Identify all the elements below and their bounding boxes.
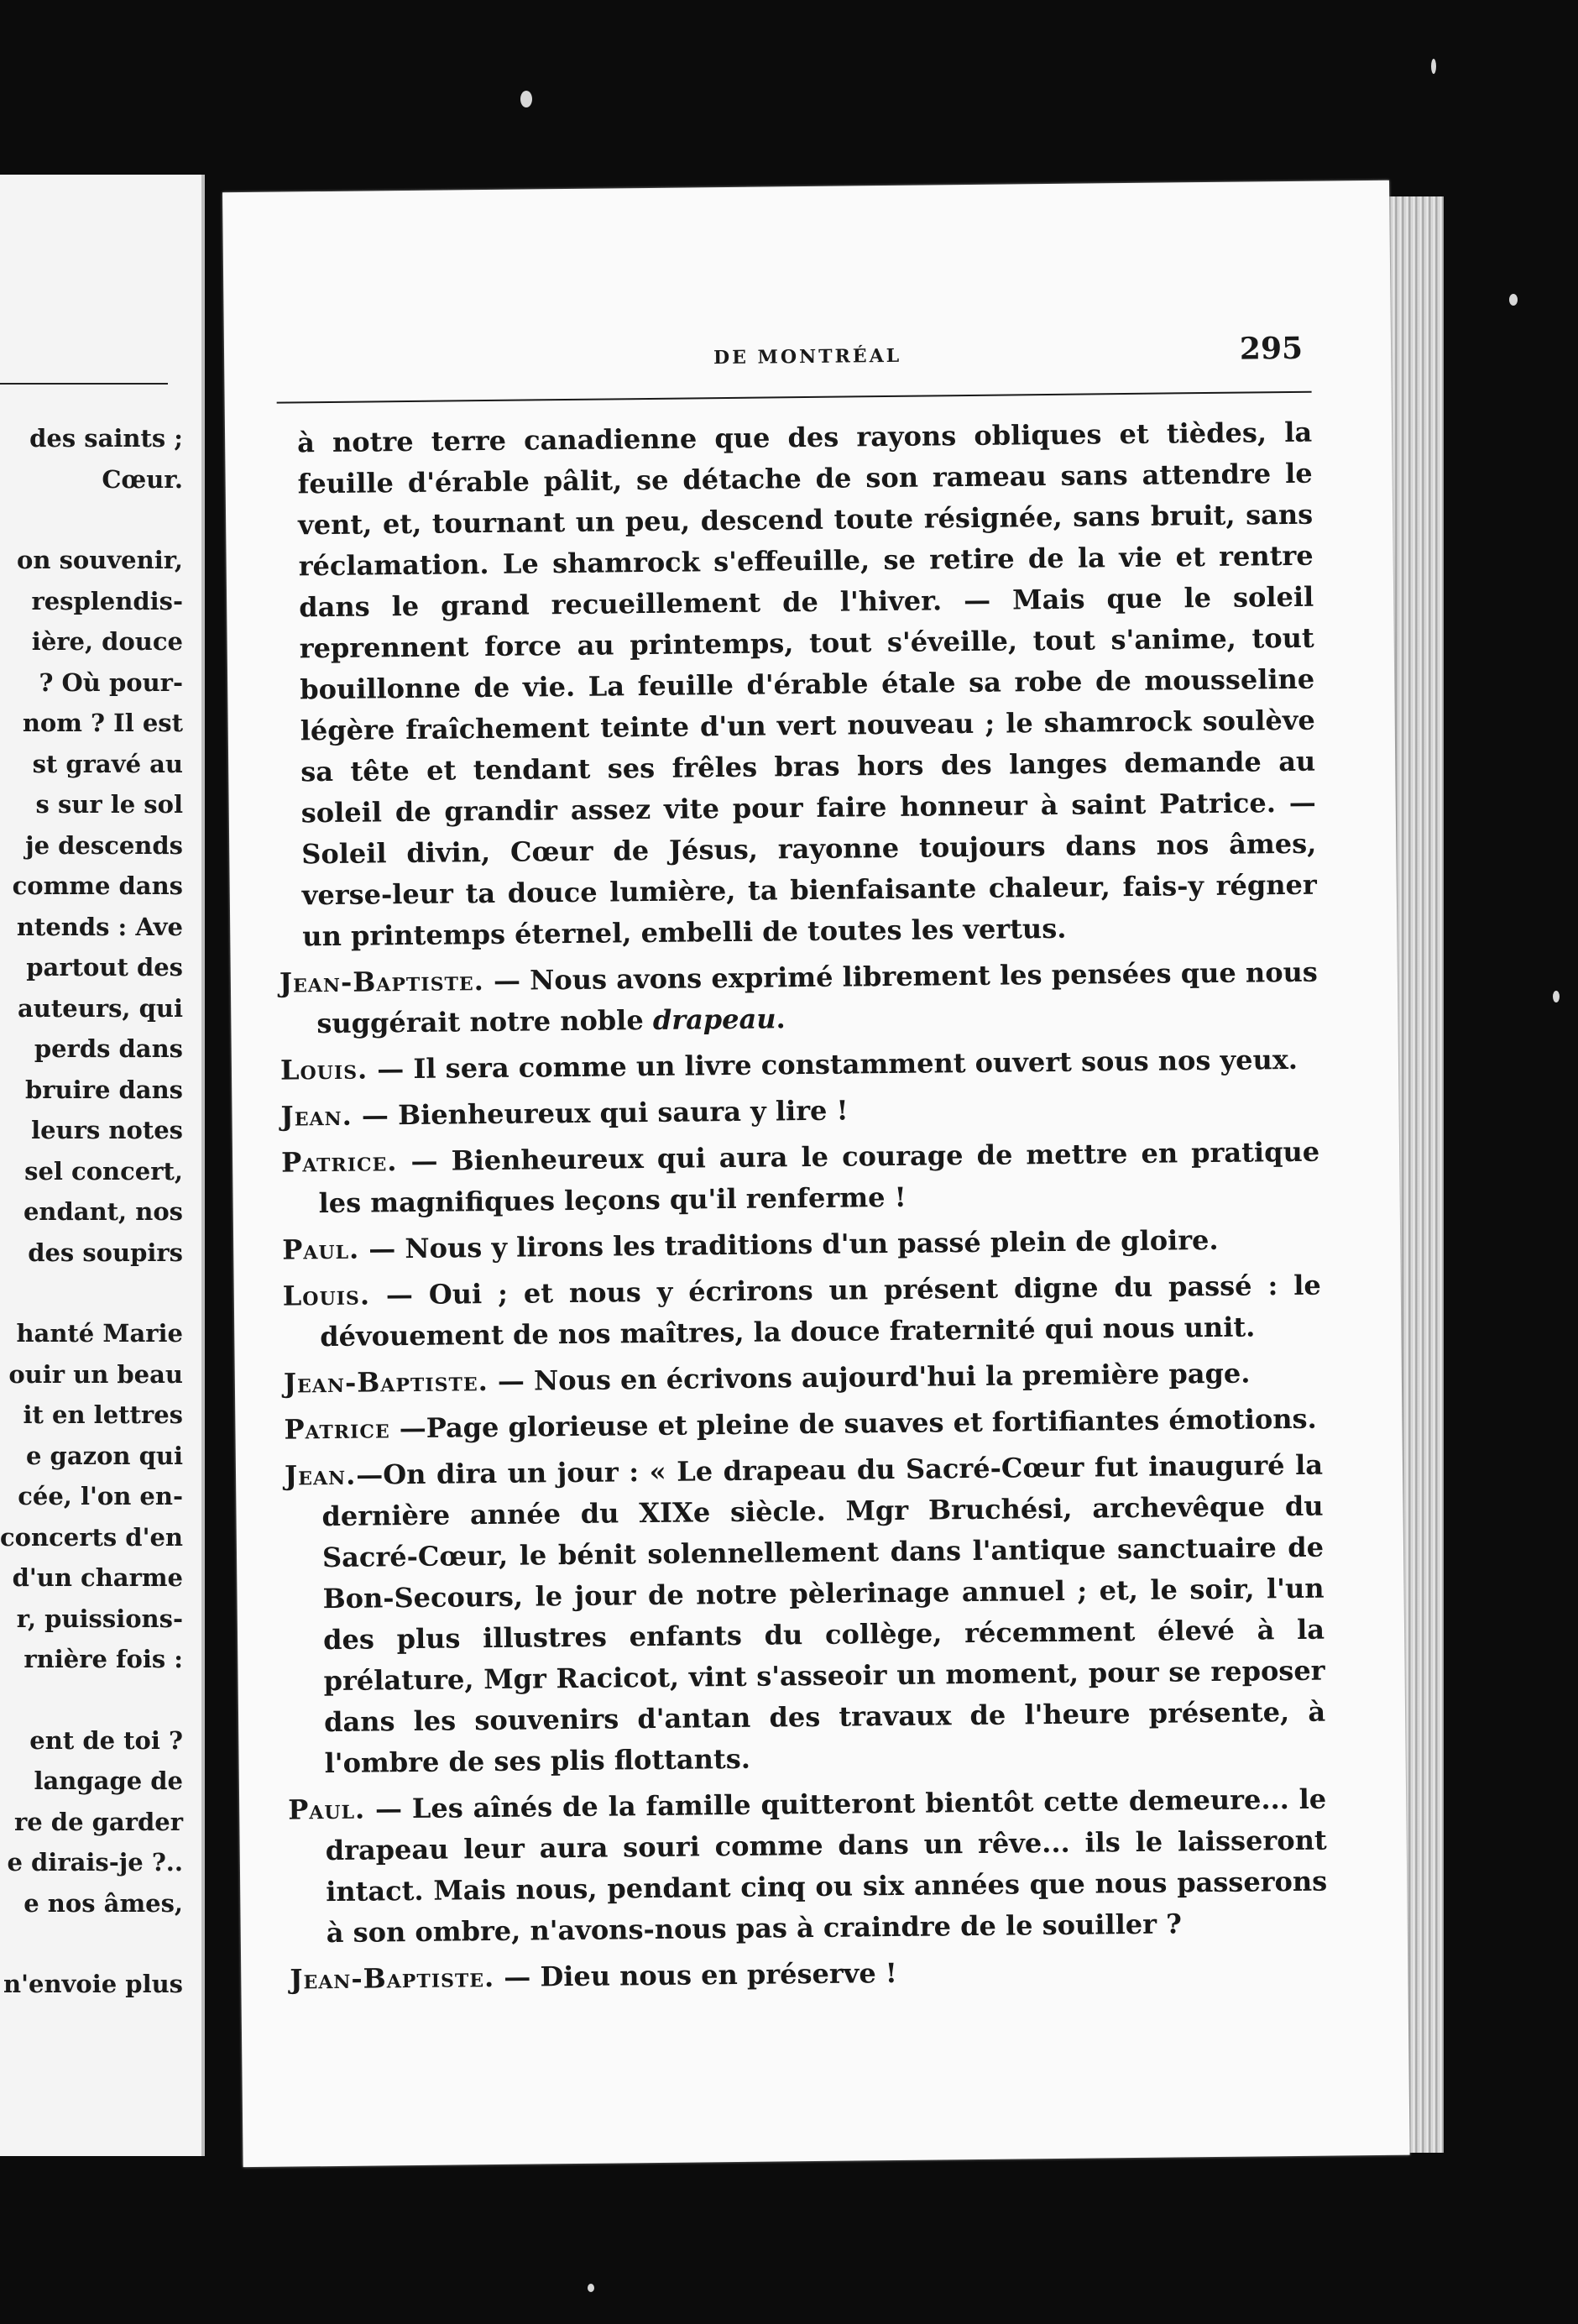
left-line-fragment: des saints ; [29, 424, 183, 453]
dialogue-paragraph [290, 1949, 1328, 2001]
dialogue-paragraph [281, 1132, 1320, 1225]
left-line-fragment: ? Où pour- [39, 667, 183, 697]
paragraph-text: — Nous en écrivons aujourd'hui la première page. [488, 1357, 1251, 1398]
left-line-fragment [0, 500, 183, 540]
page-number: 295 [1239, 330, 1304, 367]
left-line-fragment: je descends [25, 830, 183, 860]
dust-speck [1431, 59, 1436, 74]
left-header-rule [0, 383, 168, 385]
dialogue-paragraph [284, 1399, 1322, 1451]
paragraph-text: — Il sera comme un livre constamment ouvert sous nos yeux. [367, 1043, 1298, 1086]
dialogue-paragraph [280, 1086, 1319, 1138]
dialogue-paragraph [282, 1219, 1320, 1271]
left-line-fragment: hanté Marie [16, 1319, 183, 1348]
left-line-fragment [0, 1924, 183, 1964]
speaker-name: Jean-Baptiste. [283, 1365, 489, 1400]
italic-word: drapeau [652, 1002, 776, 1036]
left-line-fragment: Cœur. [102, 464, 183, 494]
left-line-fragment: ntends : Ave [16, 912, 183, 941]
left-line-fragment [0, 1680, 183, 1720]
left-line-fragment: st gravé au [32, 749, 183, 778]
left-line-fragment: perds dans [34, 1034, 183, 1063]
paragraph-text: — Bienheureux qui aura le courage de mettre en pratique les magnifiques leçons qu'il renferme ! [318, 1135, 1320, 1220]
paragraph-text: — Les aînés de la famille quitteront bientôt cette demeure... le drapeau leur aura souri comme dans un rêve... ils le laisseront intact. Mais nous, pendant cinq ou six années que nous passerons à son ombre, n'avons-nous pas à craindre de le souiller ? [325, 1782, 1328, 1950]
paragraph-text: — Bienheureux qui saura y lire ! [352, 1094, 849, 1132]
left-line-fragment: bruire dans [25, 1075, 183, 1104]
left-line-fragment: e nos âmes, [24, 1888, 183, 1918]
dialogue-paragraph [284, 1353, 1322, 1405]
left-line-fragment: auteurs, qui [18, 993, 183, 1023]
left-line-fragment: d'un charme [12, 1563, 183, 1592]
left-line-fragment: e gazon qui [26, 1441, 183, 1470]
speaker-name: Louis. [282, 1279, 371, 1312]
left-page-text [0, 418, 183, 2005]
speaker-name: Jean-Baptiste. [290, 1961, 495, 1996]
left-line-fragment: cée, l'on en- [18, 1482, 183, 1510]
left-line-fragment: n'envoie plus [3, 1970, 183, 1998]
speaker-name: Patrice. [280, 1145, 398, 1179]
speaker-name: Jean. [284, 1458, 357, 1492]
left-line-fragment: ière, douce [31, 627, 183, 656]
paragraph-text: à notre terre canadienne que des rayons obliques et tièdes, la feuille d'érable pâlit, se détache de son rameau sans attendre le vent, et, tournant un peu, descend toute résignée, sans bruit, sans réclamation. Le shamrock s'effeuille, se retire de la vie et rentre dans le grand recueillement de l'hiver. — Mais que le soleil reprennent force au printemps, tout s'éveille, tout s'anime, tout bouillonne de vie. La feuille d'érable étale sa robe de mousseline légère fraîchement teinte d'un vert nouveau ; le shamrock soulève sa tête et tendant ses frêles bras hors des langes demande au soleil de grandir assez vite pour faire honneur à saint Patrice. — Soleil divin, Cœur de Jésus, rayonne toujours dans nos âmes, verse-leur ta douce lumière, ta bienfaisante chaleur, fais-y régner un printemps éternel, embelli de toutes les vertus. [296, 416, 1317, 953]
dust-speck [1509, 294, 1518, 306]
left-line-fragment: des soupirs [28, 1238, 183, 1267]
left-line-fragment: nom ? Il est [22, 709, 183, 737]
dialogue-paragraph [280, 1039, 1319, 1091]
dialogue-paragraph [280, 952, 1319, 1045]
left-line-fragment: sel concert, [24, 1156, 183, 1186]
dialogue-paragraph [285, 1445, 1326, 1785]
left-line-fragment: e dirais-je ?.. [7, 1848, 183, 1876]
dialogue-paragraph [283, 1265, 1322, 1358]
paragraph-tail: . [776, 1002, 786, 1035]
body-text [274, 412, 1329, 2006]
right-page [222, 181, 1410, 2167]
left-line-fragment: r, puissions- [16, 1604, 183, 1633]
left-line-fragment [0, 1273, 183, 1313]
speaker-name: Paul. [282, 1233, 360, 1266]
speaker-name: Jean-Baptiste. [279, 965, 484, 999]
left-line-fragment: rnière fois : [24, 1645, 183, 1673]
left-line-fragment: langage de [34, 1767, 183, 1795]
running-head: DE MONTRÉAL [713, 344, 902, 369]
dialogue-paragraph [288, 1779, 1328, 1955]
left-line-fragment: partout des [26, 953, 183, 981]
left-line-fragment: comme dans [12, 872, 183, 900]
left-line-fragment: on souvenir, [17, 546, 183, 574]
speaker-name: Paul. [288, 1793, 366, 1826]
left-line-fragment: endant, nos [23, 1197, 183, 1226]
header-rule [277, 391, 1312, 404]
speaker-name: Jean. [280, 1099, 353, 1133]
left-facing-page [0, 175, 205, 2156]
dust-speck [1553, 991, 1560, 1002]
left-line-fragment: ouir un beau [8, 1359, 183, 1389]
paragraph-text: — Dieu nous en préserve ! [494, 1956, 898, 1993]
paragraph-text: — Nous y lirons les traditions d'un passé plein de gloire. [358, 1223, 1219, 1265]
left-line-fragment: leurs notes [31, 1116, 183, 1144]
left-line-fragment: ent de toi ? [29, 1725, 183, 1755]
speaker-name: Patrice [284, 1412, 390, 1446]
dust-speck [520, 91, 532, 107]
speaker-name: Louis. [280, 1053, 368, 1086]
paragraph [274, 412, 1318, 958]
paragraph-text: — Oui ; et nous y écrirons un présent digne du passé : le dévouement de nos maîtres, la douce fraternité qui nous unit. [320, 1269, 1321, 1353]
left-line-fragment: it en lettres [23, 1400, 183, 1429]
paragraph-text: —On dira un jour : « Le drapeau du Sacré-Cœur fut inauguré la dernière année du XIXe siècle. Mgr Bruchési, archevêque du Sacré-Cœur, le bénit solennellement dans l'antique sanctuaire de Bon-Secours, le jour de notre pèlerinage annuel ; et, le soir, l'un des plus illustres enfants du collège, récemment élevé à la prélature, Mgr Racicot, vint s'asseoir un moment, pour se reposer dans les souvenirs d'antan des travaux de l'heure présente, à l'ombre de ses plis flottants. [321, 1448, 1326, 1780]
left-line-fragment: resplendis- [31, 586, 183, 615]
dust-speck [588, 2284, 594, 2292]
left-line-fragment: concerts d'en [0, 1522, 183, 1552]
left-line-fragment: re de garder [13, 1807, 183, 1836]
paragraph-text: — Nous avons exprimé librement les pensées que nous suggérait notre noble [316, 955, 1319, 1040]
left-line-fragment: s sur le sol [35, 790, 183, 819]
paragraph-text: —Page glorieuse et pleine de suaves et fortifiantes émotions. [389, 1402, 1317, 1445]
